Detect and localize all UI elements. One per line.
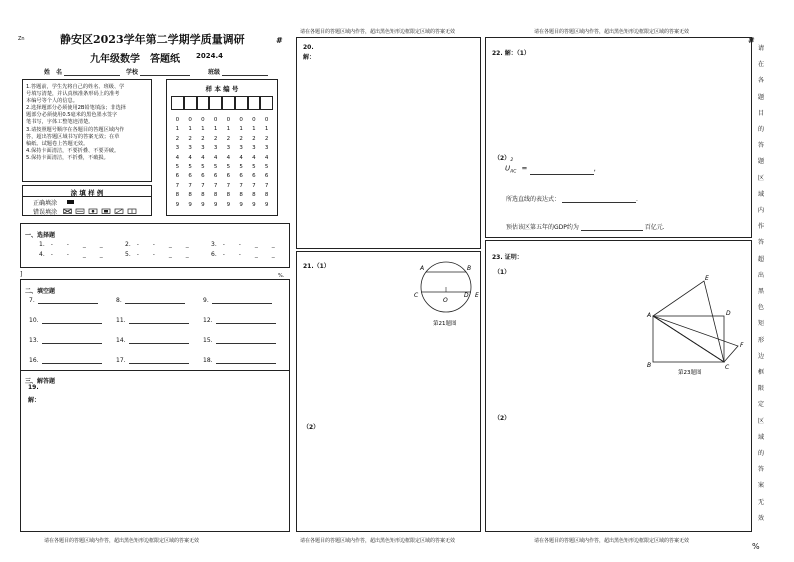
note-line: 本编号等个人的信息。: [26, 98, 78, 105]
school-field[interactable]: [126, 67, 190, 76]
fill-in-item[interactable]: [203, 297, 272, 304]
note-line: 号填写清楚，并认真核准条形码上的准考: [26, 91, 120, 98]
fill-in-item[interactable]: [203, 357, 276, 364]
fill-in-blank[interactable]: [212, 303, 272, 304]
sample-digit-bubble[interactable]: 0: [188, 117, 192, 123]
class-field[interactable]: [208, 67, 268, 76]
sample-digit-bubble[interactable]: 3: [264, 145, 269, 152]
wrong-fill-samples: [63, 208, 153, 217]
sample-digit-bubble[interactable]: 7: [239, 182, 243, 189]
q23-label-b: B: [647, 362, 652, 369]
q23-answer-area[interactable]: [485, 240, 752, 532]
fill-in-blank[interactable]: [129, 363, 189, 364]
sample-digit-bubble[interactable]: 1: [188, 126, 192, 133]
vertical-warning-char: 域: [757, 433, 765, 441]
q23-triangle-afc: [653, 316, 738, 362]
sample-digit-bubble[interactable]: 5: [239, 164, 243, 170]
q23-caption: 第23题图: [678, 370, 702, 376]
corner-mark-left: Zn: [18, 36, 25, 42]
q22-expression-field[interactable]: 所选直线的表达式： .: [506, 196, 638, 203]
sample-digit-bubble[interactable]: 1: [239, 126, 243, 133]
sample-digit-bubble[interactable]: 0: [226, 117, 231, 123]
sample-digit-bubble[interactable]: 6: [264, 173, 269, 180]
q23-figure-svg: [644, 273, 748, 377]
sample-digit-bubble[interactable]: 4: [264, 154, 269, 161]
sample-digit-bubble[interactable]: 8: [213, 192, 218, 199]
section-multiple-choice: [20, 223, 290, 268]
sample-digit-bubble[interactable]: 7: [213, 182, 218, 189]
q21-answer-area[interactable]: [296, 251, 481, 532]
mc-item-number: 1.: [39, 241, 45, 248]
sample-digit-bubble[interactable]: 3: [213, 145, 218, 152]
sample-entry-cell[interactable]: [209, 96, 222, 110]
name-label: 姓 名: [44, 69, 63, 76]
fill-in-number: 14.: [116, 337, 126, 344]
sample-entry-cell[interactable]: [235, 96, 248, 110]
sample-digit-bubble[interactable]: 1: [175, 126, 180, 133]
page-subtitle: 九年级数学 答题纸: [90, 54, 180, 65]
fill-in-item[interactable]: [203, 337, 276, 344]
note-line: 3.请按照题号顺序在各题目的答题区域内作: [26, 126, 125, 133]
bottom-warning-col1: 请在各题目的答题区域内作答，超出黑色矩形边框限定区域的答案无效: [44, 538, 200, 544]
mc-item[interactable]: [39, 241, 109, 248]
sample-digit-bubble[interactable]: 6: [226, 173, 231, 180]
vertical-warning-char: 矩: [757, 320, 765, 328]
q21-number: 21.（1）: [303, 263, 330, 270]
q21-figure: [412, 260, 482, 332]
sample-digit-bubble[interactable]: 5: [264, 164, 269, 170]
sample-digit-bubble[interactable]: 1: [264, 126, 269, 133]
fill-in-item[interactable]: [116, 317, 189, 324]
section3-title: 三、解答题: [25, 378, 56, 385]
sample-digit-bubble[interactable]: 4: [175, 154, 180, 161]
fill-in-item[interactable]: [116, 337, 189, 344]
notes-list: [26, 84, 148, 162]
sample-entry-cell[interactable]: [248, 96, 261, 110]
vertical-warning-char: 边: [757, 352, 765, 360]
fill-in-number: 8.: [116, 297, 122, 304]
vertical-warning-char: 域: [757, 190, 765, 198]
sample-digit-bubble[interactable]: 3: [226, 145, 231, 152]
sample-digit-bubble[interactable]: 3: [175, 145, 180, 152]
corner-mark-hash-right: #: [748, 36, 755, 45]
section-problem-solving[interactable]: [20, 370, 290, 532]
sample-digit-bubble[interactable]: 0: [201, 117, 205, 123]
q20-jie: 解：: [303, 54, 316, 61]
sample-digit-bubble[interactable]: 9: [213, 201, 218, 208]
q23-label-d: D: [726, 310, 731, 317]
sample-digit-bubble[interactable]: 5: [252, 164, 256, 170]
vertical-warning-char: 题: [757, 158, 765, 166]
sample-digit-bubble[interactable]: 6: [252, 173, 256, 180]
correct-fill-sample: [67, 200, 74, 204]
sample-digit-bubble[interactable]: 4: [188, 154, 192, 161]
sample-digit-bubble[interactable]: 8: [188, 192, 192, 199]
sample-digit-bubble[interactable]: 5: [226, 164, 231, 170]
bracket-mark: ]: [20, 271, 23, 278]
q19-jie: 解：: [28, 397, 41, 404]
vertical-warning-char: 答: [757, 239, 765, 247]
mc-item[interactable]: [125, 251, 195, 258]
vertical-warning-char: 定: [757, 401, 765, 409]
sample-entry-cell[interactable]: [171, 96, 184, 110]
q23-label-c: C: [725, 364, 730, 371]
q21-label-a: A: [420, 265, 425, 272]
mc-item[interactable]: [39, 251, 109, 258]
note-line: 笔书写，字体工整笔迹清楚。: [26, 119, 94, 126]
sample-digit-bubble[interactable]: 9: [188, 201, 192, 208]
fill-in-number: 7.: [29, 297, 35, 304]
q23-number: 23. 证明：: [492, 254, 523, 261]
sample-digit-bubble[interactable]: 2: [188, 135, 192, 142]
q20-number: 20.: [303, 44, 314, 51]
mc-item[interactable]: [211, 241, 281, 248]
vertical-warning-char: 题: [757, 93, 765, 101]
mc-item-number: 5.: [125, 251, 131, 258]
q20-answer-area[interactable]: [296, 37, 481, 249]
sample-digit-bubble[interactable]: 2: [226, 135, 231, 142]
q23-label-a: A: [647, 312, 652, 319]
vertical-warning-char: 限: [757, 385, 765, 393]
sample-entry-cell[interactable]: [260, 96, 273, 110]
sample-digit-bubble[interactable]: 8: [226, 192, 231, 199]
note-line: 题部分必须使用0.5毫米的黑色墨水签字: [26, 112, 118, 119]
notes-box: [22, 79, 152, 182]
sample-digit-bubble[interactable]: 5: [175, 164, 180, 170]
fill-in-item[interactable]: [29, 317, 102, 324]
sample-digit-bubble[interactable]: 6: [239, 173, 243, 180]
sample-number-box: [166, 79, 278, 216]
sample-digit-bubble[interactable]: 1: [226, 126, 231, 133]
q23-label-f: F: [740, 342, 744, 349]
q21-label-c: C: [414, 292, 419, 299]
fill-in-blank[interactable]: [125, 303, 185, 304]
sample-digit-bubble[interactable]: 6: [201, 173, 205, 180]
corner-mark-hash: #: [276, 36, 283, 45]
vertical-warning-char: 内: [757, 207, 765, 214]
sample-digit-bubble[interactable]: 1: [213, 126, 218, 133]
sample-entry-cell[interactable]: [197, 96, 210, 110]
q21-label-o: O: [443, 297, 448, 304]
fill-in-blank[interactable]: [42, 343, 102, 344]
section-fill-in: [20, 279, 290, 371]
sample-digit-bubble[interactable]: 3: [252, 145, 256, 152]
q21-label-e: E: [475, 292, 479, 299]
sample-digit-bubble[interactable]: 3: [201, 145, 205, 152]
sample-digit-bubble[interactable]: 8: [175, 192, 180, 199]
sample-digit-bubble[interactable]: 2: [239, 135, 243, 142]
vertical-warning-char: 黑: [757, 288, 765, 295]
sample-digit-bubble[interactable]: 6: [213, 173, 218, 180]
fill-in-blank[interactable]: [129, 323, 189, 324]
sample-digit-bubble[interactable]: 6: [175, 173, 180, 180]
mc-option-bubbles[interactable]: - - _ _: [136, 241, 195, 248]
top-warning-col3: 请在各题目的答题区域内作答，超出黑色矩形边框限定区域的答案无效: [534, 29, 690, 35]
sample-digit-bubble[interactable]: 8: [239, 192, 243, 199]
vertical-warning-char: 无: [757, 498, 765, 506]
fill-example-title: 涂 填 样 例: [70, 189, 104, 197]
fill-in-number: 16.: [29, 357, 39, 364]
sample-digit-bubble[interactable]: 0: [264, 117, 269, 123]
sample-digit-bubble[interactable]: 9: [239, 201, 243, 208]
vertical-warning-char: 形: [757, 336, 765, 344]
sample-digit-bubble[interactable]: 2: [213, 135, 218, 142]
fill-in-blank[interactable]: [42, 363, 102, 364]
top-warning-col2: 请在各题目的答题区域内作答，超出黑色矩形边框限定区域的答案无效: [300, 29, 456, 35]
q22-number: 22. 解：（1）: [492, 50, 530, 57]
class-label: 班级: [208, 69, 221, 76]
vertical-warning-char: 区: [757, 417, 765, 425]
sample-digit-bubble[interactable]: 9: [264, 201, 269, 208]
sample-digit-bubble[interactable]: 9: [226, 201, 231, 208]
sample-digit-bubble[interactable]: 4: [252, 154, 256, 161]
q23-triangle-aec: [653, 281, 724, 362]
sample-digit-bubble[interactable]: 3: [188, 145, 192, 152]
sample-digit-bubble[interactable]: 0: [175, 117, 180, 123]
q21-label-d: D: [464, 292, 469, 299]
name-field[interactable]: [44, 67, 120, 76]
sample-digit-bubble[interactable]: 7: [226, 182, 231, 189]
note-line: 答，超出答题区域书写的答案无效；在草: [26, 133, 120, 140]
sample-digit-bubble[interactable]: 8: [201, 192, 205, 199]
vertical-warning-char: 超: [757, 255, 765, 263]
bottom-warning-col3: 请在各题目的答题区域内作答，超出黑色矩形边框限定区域的答案无效: [534, 538, 690, 544]
sample-digit-bubble[interactable]: 4: [213, 154, 218, 161]
sample-digit-grid: [171, 117, 273, 213]
sample-digit-bubble[interactable]: 1: [201, 126, 205, 133]
q22-u-expression: $U_{AC}^2$ = ,: [505, 158, 596, 175]
sample-digit-bubble[interactable]: 4: [226, 154, 231, 161]
sample-digit-bubble[interactable]: 5: [188, 164, 192, 170]
percent-mark-left: %.: [278, 273, 285, 279]
fill-in-number: 17.: [116, 357, 126, 364]
note-line: 稿纸、试题卷上答题无效。: [26, 140, 89, 147]
percent-mark-right: %: [752, 542, 760, 551]
vertical-warning-char: 框: [757, 369, 765, 376]
mc-item-number: 2.: [125, 241, 131, 248]
sample-entry-cell[interactable]: [184, 96, 197, 110]
vertical-warning-char: 色: [757, 304, 765, 312]
sample-digit-bubble[interactable]: 1: [252, 126, 256, 133]
section2-title: 二、填空题: [25, 288, 56, 295]
q21-part2: （2）: [303, 424, 320, 431]
sample-digit-bubble[interactable]: 7: [252, 182, 256, 189]
sample-digit-bubble[interactable]: 2: [252, 135, 256, 142]
q23-figure: [644, 273, 748, 379]
sample-entry-cell[interactable]: [222, 96, 235, 110]
fill-in-blank[interactable]: [216, 363, 276, 364]
sample-digit-bubble[interactable]: 7: [201, 182, 205, 189]
vertical-warning-char: 的: [757, 450, 765, 457]
vertical-warning-char: 答: [757, 142, 765, 150]
fill-in-number: 13.: [29, 337, 39, 344]
exam-date: 2024.4: [196, 52, 224, 60]
fill-in-blank[interactable]: [216, 323, 276, 324]
note-line: 5.保持卡面清洁，不折叠，不破损。: [26, 154, 109, 161]
fill-in-blank[interactable]: [38, 303, 98, 304]
sample-digit-bubble[interactable]: 9: [201, 201, 205, 208]
vertical-warning-char: 答: [757, 466, 765, 474]
fill-in-item[interactable]: [29, 357, 102, 364]
q21-label-b: B: [467, 265, 472, 272]
sample-digit-bubble[interactable]: 0: [213, 117, 218, 123]
mc-option-bubbles[interactable]: - - _ _: [222, 251, 281, 258]
q22-part2: （2）: [494, 155, 511, 162]
sample-digit-bubble[interactable]: 3: [239, 145, 243, 152]
fill-in-item[interactable]: [203, 317, 276, 324]
sample-digit-bubble[interactable]: 0: [252, 117, 256, 123]
fill-in-blank[interactable]: [129, 343, 189, 344]
sample-digit-bubble[interactable]: 0: [239, 117, 243, 123]
fill-example-box: [22, 185, 152, 216]
sample-digit-bubble[interactable]: 6: [188, 173, 192, 180]
sample-digit-bubble[interactable]: 2: [264, 135, 269, 142]
mc-item-number: 6.: [211, 251, 217, 258]
sample-digit-bubble[interactable]: 5: [201, 164, 205, 170]
q19-number: 19.: [28, 384, 39, 391]
sample-digit-bubble[interactable]: 8: [264, 192, 269, 199]
mc-item[interactable]: [211, 251, 281, 258]
q22-gdp-field[interactable]: 预估该区第五年的GDP约为 百亿元.: [506, 224, 665, 231]
vertical-warning-char: 的: [757, 126, 765, 133]
note-line: 1.答题前，学生先将自己的姓名、班级、学: [26, 84, 125, 90]
q22-answer-area[interactable]: [485, 37, 752, 238]
q23-part1: （1）: [494, 269, 511, 276]
vertical-warning-char: 出: [757, 271, 765, 279]
sample-digit-bubble[interactable]: 8: [252, 192, 256, 199]
q22-u-blank[interactable]: [530, 174, 594, 175]
sample-number-entry-row[interactable]: [171, 96, 273, 110]
sample-digit-bubble[interactable]: 9: [175, 201, 180, 208]
mc-option-bubbles[interactable]: - - _ _: [50, 241, 109, 248]
fill-in-number: 15.: [203, 337, 213, 344]
vertical-warning-char: 效: [757, 514, 765, 522]
fill-in-blank[interactable]: [42, 323, 102, 324]
fill-in-item[interactable]: [116, 297, 185, 304]
page-title: 静安区2023学年第二学期学质量调研: [60, 33, 245, 46]
q23-label-e: E: [705, 275, 709, 282]
fill-in-blank[interactable]: [216, 343, 276, 344]
q21-caption: 第21题图: [433, 321, 457, 327]
sample-number-title: 样 本 编 号: [205, 85, 239, 93]
mc-option-bubbles[interactable]: - - _ _: [50, 251, 109, 258]
section1-title: 一、选择题: [25, 232, 56, 239]
sample-digit-bubble[interactable]: 4: [201, 154, 205, 161]
sample-digit-bubble[interactable]: 7: [175, 182, 180, 189]
vertical-warning-char: 请: [757, 45, 765, 52]
sample-digit-bubble[interactable]: 2: [175, 135, 180, 142]
vertical-warning-char: 目: [757, 109, 765, 117]
fill-in-number: 18.: [203, 357, 213, 364]
sample-digit-bubble[interactable]: 4: [239, 154, 243, 161]
q21-figure-svg: [412, 260, 482, 330]
vertical-warning-char: 各: [757, 77, 765, 85]
mc-option-bubbles[interactable]: - - _ _: [222, 241, 281, 248]
vertical-warning-char: 在: [757, 61, 765, 69]
vertical-warning-char: 案: [757, 482, 765, 490]
bottom-warning-col2: 请在各题目的答题区域内作答，超出黑色矩形边框限定区域的答案无效: [300, 538, 456, 544]
q22-gdp-unit: 百亿元: [644, 224, 663, 231]
note-line: 2.选择题部分必须使用2B铅笔填涂；非选择: [26, 105, 126, 112]
mc-item[interactable]: [125, 241, 195, 248]
fill-in-item[interactable]: [29, 337, 102, 344]
school-label: 学校: [126, 69, 139, 76]
fill-in-number: 12.: [203, 317, 213, 324]
note-line: 4.保持卡面清洁，不要折叠、不要弄破。: [26, 147, 120, 154]
mc-item-number: 4.: [39, 251, 45, 258]
correct-fill-label: 正确填涂: [33, 200, 58, 207]
q23-part2: （2）: [494, 415, 511, 422]
fill-in-item[interactable]: [29, 297, 98, 304]
fill-in-number: 10.: [29, 317, 39, 324]
vertical-warning-char: 作: [757, 223, 765, 231]
fill-in-item[interactable]: [116, 357, 189, 364]
wrong-fill-label: 错误填涂: [33, 209, 58, 216]
fill-in-number: 11.: [116, 317, 126, 324]
fill-in-number: 9.: [203, 297, 209, 304]
sample-digit-bubble[interactable]: 2: [201, 135, 205, 142]
sample-digit-bubble[interactable]: 9: [252, 201, 256, 208]
mc-item-number: 3.: [211, 241, 217, 248]
sample-digit-bubble[interactable]: 7: [264, 182, 269, 189]
sample-digit-bubble[interactable]: 7: [188, 182, 192, 189]
q22-gdp-label: 预估该区第五年的GDP约为: [506, 224, 579, 231]
sample-digit-bubble[interactable]: 5: [213, 164, 218, 170]
mc-option-bubbles[interactable]: - - _ _: [136, 251, 195, 258]
q22-expression-label: 所选直线的表达式：: [506, 196, 561, 203]
vertical-warning-char: 区: [757, 174, 765, 182]
